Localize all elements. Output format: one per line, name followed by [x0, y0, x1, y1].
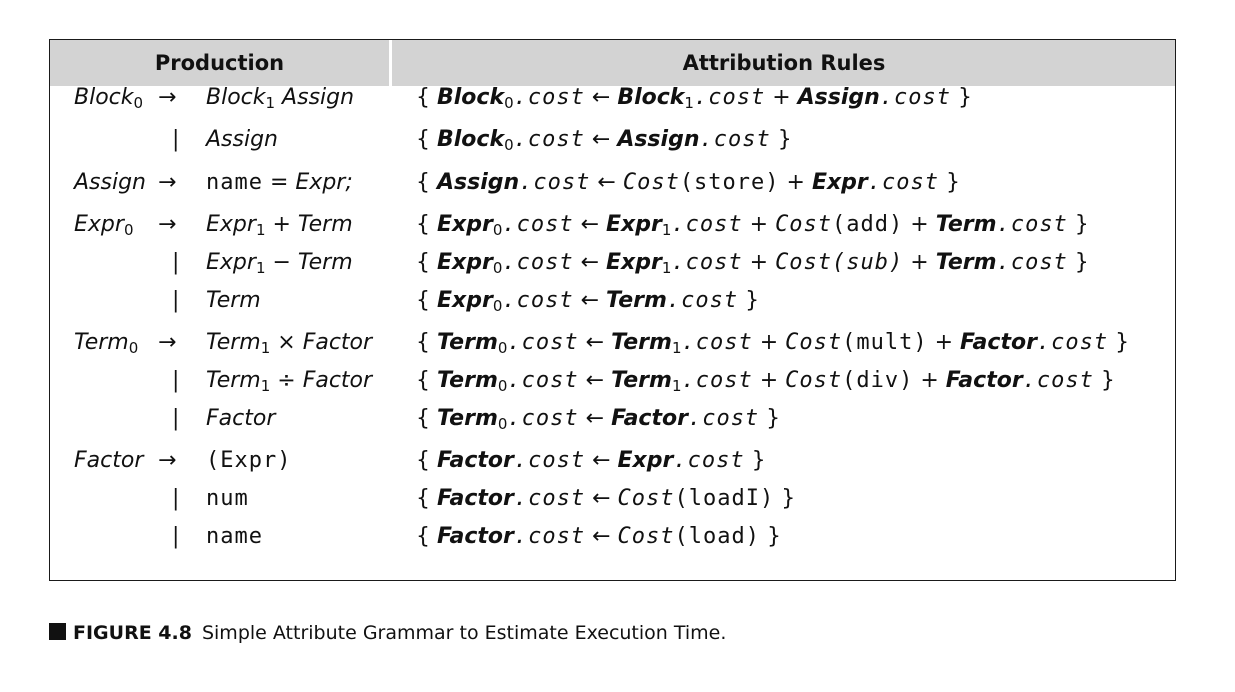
alternative-bar: | [172, 524, 180, 549]
subscript: 0 [492, 297, 503, 315]
operator-text: } [759, 406, 781, 431]
attribution-rule [416, 401, 780, 437]
grammar-row [50, 207, 1175, 243]
operator-text: = [262, 170, 296, 195]
symbol-text: Expr [74, 212, 124, 237]
symbol-text: .cost [513, 127, 585, 152]
symbol-text: .cost [673, 448, 745, 473]
symbol-text: .cost [687, 406, 760, 431]
symbol-text: .cost [507, 368, 579, 393]
symbol-text: name [206, 170, 263, 195]
operator-text: ← [578, 406, 612, 431]
operator-text: } [939, 170, 961, 195]
symbol-text: Block [617, 85, 685, 110]
symbol-text: Factor [74, 448, 144, 473]
symbol-text: Term [206, 368, 261, 393]
production-lhs [74, 325, 138, 361]
subscript: 1 [661, 221, 672, 239]
symbol-text: (sub) [832, 250, 904, 275]
symbol-text: Block [437, 85, 505, 110]
symbol-text: Factor [437, 448, 514, 473]
subscript: 1 [255, 221, 266, 239]
symbol-text: Cost [775, 250, 833, 275]
attribution-rule [416, 122, 792, 158]
symbol-text: (div) [842, 368, 914, 393]
production-lhs [74, 207, 133, 243]
operator-text: ← [590, 170, 623, 195]
operator-text: + [752, 368, 786, 393]
operator-text: + [779, 170, 812, 195]
operator-text: + [903, 250, 936, 275]
attribution-rule [416, 80, 972, 116]
alternative-bar: | [172, 127, 180, 152]
operator-text: { [416, 330, 437, 355]
symbol-text: .cost [507, 330, 579, 355]
symbol-text: .cost [502, 250, 574, 275]
symbol-text: Factor [437, 486, 514, 511]
subscript: 1 [671, 339, 682, 357]
symbol-text: Expr [606, 250, 662, 275]
operator-text: } [744, 448, 766, 473]
caption-text: Simple Attribute Grammar to Estimate Execution Time. [201, 622, 727, 644]
symbol-text: Term [206, 330, 261, 355]
symbol-text: Expr [617, 448, 674, 473]
operator-text: { [416, 524, 437, 549]
symbol-text: Term [935, 212, 997, 237]
symbol-text: .cost [1036, 330, 1109, 355]
operator-text: + [765, 85, 798, 110]
symbol-text: .cost [513, 85, 585, 110]
symbol-text: Block [206, 85, 266, 110]
production-rhs [206, 443, 291, 479]
operator-text: ← [585, 486, 618, 511]
symbol-text: .cost [681, 368, 753, 393]
attribution-rule [416, 207, 1089, 243]
production-column-header: Production [154, 51, 285, 75]
symbol-text: .cost [671, 250, 743, 275]
operator-text: { [416, 170, 437, 195]
production-rhs [206, 245, 353, 281]
production-rhs [206, 481, 249, 517]
attribution-rule [416, 481, 795, 517]
operator-text: + [903, 212, 936, 237]
operator-text: { [416, 85, 437, 110]
symbol-text: Term [611, 368, 672, 393]
symbol-text: .cost [666, 288, 739, 313]
production-rhs [206, 363, 372, 399]
operator-text: ← [584, 85, 618, 110]
grammar-row [50, 325, 1175, 361]
symbol-text: Cost [617, 486, 675, 511]
symbol-text: Factor [302, 368, 373, 393]
operator-text: } [738, 288, 760, 313]
symbol-text: (store) [679, 170, 780, 195]
operator-text: ÷ [270, 368, 303, 393]
alternative-bar: | [172, 486, 180, 511]
symbol-text: .cost [507, 406, 579, 431]
attribution-rule [416, 443, 766, 479]
production-rhs [206, 519, 263, 555]
symbol-text: Cost [617, 524, 675, 549]
subscript: 0 [133, 94, 144, 112]
operator-text: { [416, 288, 437, 313]
attribution-rules-column-header: Attribution Rules [682, 51, 886, 75]
symbol-text: Factor [437, 524, 514, 549]
symbol-text: Expr [206, 250, 256, 275]
grammar-row [50, 80, 1175, 116]
symbol-text: .cost [502, 212, 574, 237]
derives-arrow: → [158, 212, 177, 237]
operator-text: { [416, 127, 437, 152]
symbol-text: Cost [775, 212, 833, 237]
symbol-text: .cost [519, 170, 591, 195]
operator-text: { [416, 250, 437, 275]
grammar-row [50, 363, 1175, 399]
symbol-text: Term [437, 368, 498, 393]
production-lhs [74, 443, 143, 479]
operator-text: { [416, 368, 437, 393]
alternative-bar: | [172, 406, 180, 431]
symbol-text: Term [74, 330, 129, 355]
subscript: 0 [504, 136, 514, 154]
symbol-text: (add) [832, 212, 904, 237]
operator-text: + [742, 250, 776, 275]
figure-caption [49, 618, 726, 648]
operator-text: + [927, 330, 961, 355]
symbol-text: .cost [513, 524, 586, 549]
grammar-row [50, 401, 1175, 437]
symbol-text: Expr; [295, 170, 353, 195]
subscript: 0 [497, 415, 508, 433]
attribution-rule [416, 283, 759, 319]
attribution-rule [416, 245, 1089, 281]
operator-text: ← [573, 288, 607, 313]
derives-arrow: → [158, 448, 177, 473]
symbol-text: num [206, 486, 249, 511]
symbol-text: Assign [437, 170, 520, 195]
derives-arrow: → [158, 330, 177, 355]
symbol-text: Expr [437, 250, 493, 275]
symbol-text: Expr [811, 170, 868, 195]
symbol-text: Cost [622, 170, 680, 195]
symbol-text: name [206, 524, 263, 549]
symbol-text: Assign [797, 85, 880, 110]
subscript: 1 [684, 94, 694, 112]
symbol-text: .cost [699, 127, 771, 152]
operator-text: { [416, 212, 437, 237]
production-rhs [206, 283, 261, 319]
subscript: 1 [661, 259, 672, 277]
production-rhs [206, 165, 353, 201]
production-rhs [206, 122, 278, 158]
subscript: 1 [671, 377, 682, 395]
subscript: 1 [260, 377, 271, 395]
grammar-row [50, 165, 1175, 201]
symbol-text: Term [606, 288, 667, 313]
symbol-text: Assign [275, 85, 355, 110]
symbol-text: Factor [945, 368, 1023, 393]
grammar-row [50, 481, 1175, 517]
symbol-text: Term [297, 250, 353, 275]
attribution-rule [416, 325, 1129, 361]
symbol-text: Term [206, 288, 261, 313]
subscript: 1 [255, 259, 266, 277]
production-rhs [206, 325, 372, 361]
production-lhs [74, 80, 143, 116]
operator-text: } [1067, 212, 1089, 237]
grammar-row [50, 122, 1175, 158]
symbol-text: Factor [302, 330, 373, 355]
operator-text: × [270, 330, 303, 355]
operator-text: − [265, 250, 298, 275]
operator-text: { [416, 448, 437, 473]
symbol-text: Expr [206, 212, 256, 237]
attribution-rule [416, 165, 960, 201]
symbol-text: .cost [502, 288, 574, 313]
alternative-bar: | [172, 368, 180, 393]
symbol-text: .cost [671, 212, 743, 237]
operator-text: ← [578, 330, 612, 355]
grammar-row [50, 245, 1175, 281]
symbol-text: Assign [74, 170, 146, 195]
symbol-text: .cost [513, 448, 586, 473]
symbol-text: .cost [996, 212, 1068, 237]
symbol-text: .cost [996, 250, 1068, 275]
alternative-bar: | [172, 288, 180, 313]
attribution-rule [416, 519, 781, 555]
symbol-text: Term [437, 330, 498, 355]
operator-text: + [752, 330, 786, 355]
operator-text: { [416, 406, 437, 431]
operator-text: } [1067, 250, 1089, 275]
subscript: 1 [265, 94, 276, 112]
symbol-text: (Expr) [206, 448, 292, 473]
operator-text: ← [573, 212, 607, 237]
subscript: 0 [492, 259, 503, 277]
operator-text: + [913, 368, 946, 393]
symbol-text: .cost [1022, 368, 1094, 393]
operator-text: + [742, 212, 776, 237]
operator-text: ← [585, 448, 618, 473]
subscript: 0 [492, 221, 503, 239]
symbol-text: Factor [611, 406, 688, 431]
derives-arrow: → [158, 170, 177, 195]
symbol-text: Expr [437, 212, 493, 237]
operator-text: } [774, 486, 796, 511]
operator-text: } [760, 524, 781, 549]
production-lhs [74, 165, 146, 201]
subscript: 1 [260, 339, 271, 357]
operator-text: } [1108, 330, 1130, 355]
symbol-text: Assign [206, 127, 278, 152]
symbol-text: Term [437, 406, 498, 431]
subscript: 0 [123, 221, 134, 239]
symbol-text: Term [611, 330, 672, 355]
operator-text: ← [578, 368, 612, 393]
symbol-text: Factor [960, 330, 1037, 355]
subscript: 0 [497, 339, 508, 357]
operator-text: ← [584, 127, 618, 152]
figure-label: FIGURE 4.8 [73, 622, 192, 644]
grammar-row [50, 283, 1175, 319]
symbol-text: (mult) [842, 330, 928, 355]
subscript: 0 [128, 339, 139, 357]
attribute-grammar-table [49, 39, 1176, 581]
symbol-text: .cost [693, 85, 766, 110]
grammar-row [50, 443, 1175, 479]
production-rhs [206, 207, 353, 243]
operator-text: } [1093, 368, 1115, 393]
caption-square-icon [49, 623, 66, 640]
operator-text: ← [573, 250, 607, 275]
symbol-text: (loadI) [674, 486, 775, 511]
operator-text: } [951, 85, 973, 110]
operator-text: ← [585, 524, 618, 549]
alternative-bar: | [172, 250, 180, 275]
operator-text: + [265, 212, 298, 237]
production-rhs [206, 80, 354, 116]
symbol-text: Expr [437, 288, 493, 313]
symbol-text: Expr [606, 212, 662, 237]
symbol-text: .cost [681, 330, 753, 355]
derives-arrow: → [158, 85, 177, 110]
symbol-text: .cost [513, 486, 586, 511]
symbol-text: Cost [785, 330, 843, 355]
operator-text: } [770, 127, 792, 152]
subscript: 0 [497, 377, 508, 395]
symbol-text: Block [74, 85, 134, 110]
operator-text: { [416, 486, 437, 511]
attribution-rule [416, 363, 1115, 399]
symbol-text: .cost [879, 85, 952, 110]
symbol-text: Factor [206, 406, 276, 431]
symbol-text: (load) [674, 524, 760, 549]
symbol-text: Cost [785, 368, 843, 393]
production-rhs [206, 401, 275, 437]
subscript: 0 [504, 94, 514, 112]
symbol-text: Assign [617, 127, 700, 152]
symbol-text: Term [935, 250, 997, 275]
grammar-row [50, 519, 1175, 555]
symbol-text: .cost [867, 170, 940, 195]
symbol-text: Term [297, 212, 353, 237]
symbol-text: Block [437, 127, 505, 152]
